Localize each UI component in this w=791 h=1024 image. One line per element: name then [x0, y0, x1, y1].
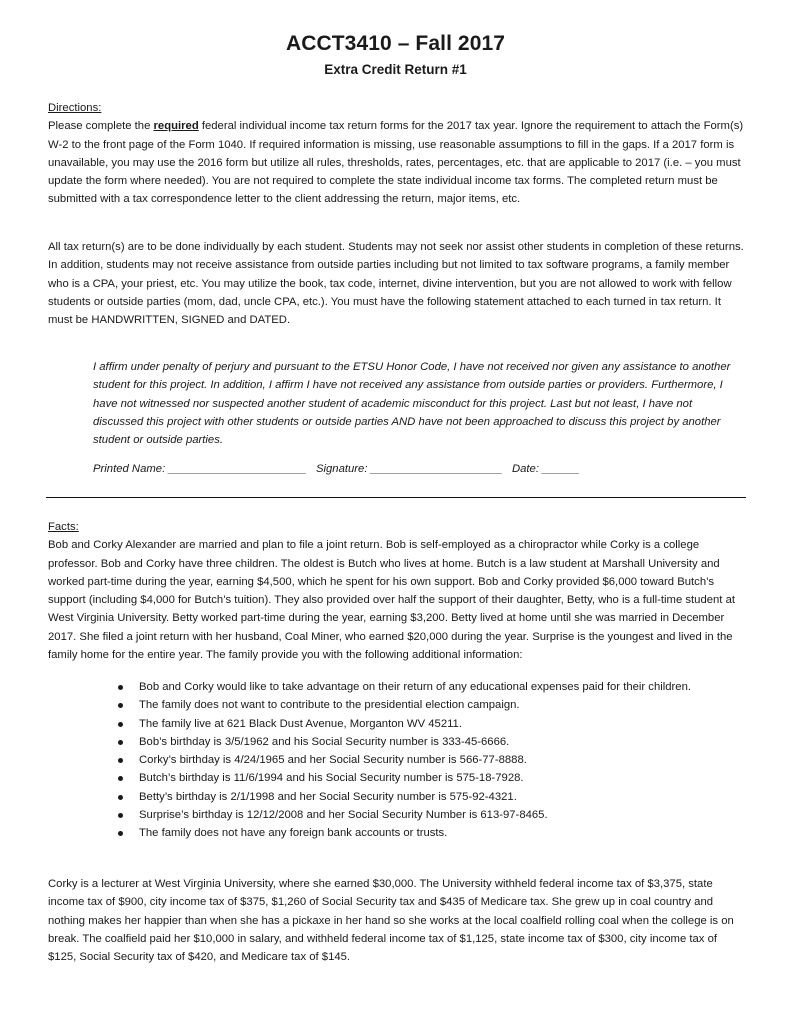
bullet-icon — [118, 776, 123, 781]
directions-p1-end: federal individual income tax return forms for the 2017 tax year. Ignore the requirement to attach the Form(s) W-2 to the front page of the Form 1040. If required information is missing, use reasonable assumptions to fill in the gaps. If a 2017 form is unavailable, you may use the 2016 form but utilize all rules, thresholds, rates, percentages, etc. that are applicable to 2017 (i.e. – you must update the form where needed). You are not required to complete the state individual income tax forms. The completed return must be submitted with a tax correspondence letter to the client addressing the return, major items, etc. — [48, 120, 744, 206]
bullet-icon — [118, 722, 123, 727]
directions-paragraph-2: All tax return(s) are to be done individually by each student. Students may not seek nor assist other students in completion of these returns. In addition, students may not receive assistance from outside parties including but not limited to tax software programs, a family member who is a CPA, your priest, etc. You may utilize the book, tax code, internet, divine intervention, but you are not allowed to work with fellow students or outside parties (mom, dad, uncle CPA, etc.). You must have the following statement attached to each turned in tax return. It must be HANDWRITTEN, SIGNED and DATED. — [48, 241, 744, 327]
list-item — [48, 696, 748, 714]
directions-section — [48, 99, 748, 209]
list-item-text: Surprise’s birthday is 12/12/2008 and her Social Security Number is 613-97-8465. — [139, 809, 548, 822]
list-item-text: Corky’s birthday is 4/24/1965 and her Social Security number is 566-77-8888. — [139, 754, 527, 767]
bullet-icon — [118, 685, 123, 690]
list-item — [48, 715, 748, 733]
honor-code-affirmation: I affirm under penalty of perjury and pursuant to the ETSU Honor Code, I have not received nor given any assistance to another student for this project. In addition, I affirm I have not received any assistance from outside parties or providers. Furthermore, I have not witnessed nor suspected another student of academic misconduct for this project. Last but not least, I have not discussed this project with other students or outside parties AND have not been approached to discuss this project by another student or outside parties. — [93, 361, 731, 447]
bullet-icon — [118, 813, 123, 818]
facts-paragraph-2: Corky is a lecturer at West Virginia University, where she earned $30,000. The University withheld federal income tax of $3,375, state income tax of $900, city income tax of $375, $1,260 of Social Security tax and $435 of Medicare tax. She grew up in coal country and nothing makes her happier than when she has a pickaxe in her hand so she works at the local coalfield rolling coal when the college is on break. The coalfield paid her $10,000 in salary, and withheld federal income tax of $1,125, state income tax of $300, city income tax of $125, Social Security tax of $420, and Medicare tax of $145. — [48, 878, 734, 964]
list-item — [48, 733, 748, 751]
list-item-text: The family does not want to contribute to the presidential election campaign. — [139, 699, 520, 712]
required-emphasis: required — [153, 120, 199, 133]
list-item — [48, 678, 748, 696]
signature-line: Printed Name: ______________________ Signature: _____________________ Date: ______ — [93, 463, 580, 475]
bullet-icon — [118, 758, 123, 763]
facts-paragraph-1: Bob and Corky Alexander are married and plan to file a joint return. Bob is self-employed as a chiropractor while Corky is a college professor. Bob and Corky have three children. The oldest is Butch who lives at home. Butch is a law student at Marshall University and worked part-time during the year, earning $4,500, which he spent for his own support. Bob and Corky provided $6,000 toward Butch’s support (including $4,000 for Butch’s tuition). They also provided over half the support of their daughter, Betty, who is a full-time student at West Virginia University. Betty worked part-time during the year, earning $3,200. Betty lived at home until she was married in December 2017. She filed a joint return with her husband, Coal Miner, who earned $20,000 during the year. Surprise is the youngest and lived in the family home for the entire year. The family provide you with the following additional information: — [48, 539, 735, 662]
directions-paragraph-1 — [48, 120, 743, 205]
facts-bullet-list — [48, 678, 748, 843]
list-item — [48, 824, 748, 842]
facts-heading: Facts: — [48, 521, 79, 533]
list-item — [48, 769, 748, 787]
directions-heading: Directions: — [48, 102, 102, 114]
list-item-text: Betty’s birthday is 2/1/1998 and her Social Security number is 575-92-4321. — [139, 790, 517, 803]
bullet-icon — [118, 831, 123, 836]
facts-section — [48, 518, 748, 664]
section-divider — [46, 497, 746, 498]
list-item-text: Bob and Corky would like to take advantage on their return of any educational expenses paid for their children. — [139, 681, 692, 693]
list-item-text: The family does not have any foreign bank accounts or trusts. — [139, 827, 448, 840]
list-item-text: Butch’s birthday is 11/6/1994 and his Social Security number is 575-18-7928. — [139, 772, 524, 785]
bullet-icon — [118, 703, 123, 708]
list-item — [48, 806, 748, 824]
page-subtitle: Extra Credit Return #1 — [324, 62, 467, 77]
list-item-text: The family live at 621 Black Dust Avenue, Morganton WV 45211. — [139, 717, 462, 730]
directions-p1-start: Please complete the — [48, 120, 154, 133]
list-item-text: Bob’s birthday is 3/5/1962 and his Social Security number is 333-45-6666. — [139, 735, 510, 748]
list-item — [48, 751, 748, 769]
list-item — [48, 788, 748, 806]
bullet-icon — [118, 795, 123, 800]
bullet-icon — [118, 740, 123, 745]
page-title: ACCT3410 – Fall 2017 — [285, 32, 506, 55]
